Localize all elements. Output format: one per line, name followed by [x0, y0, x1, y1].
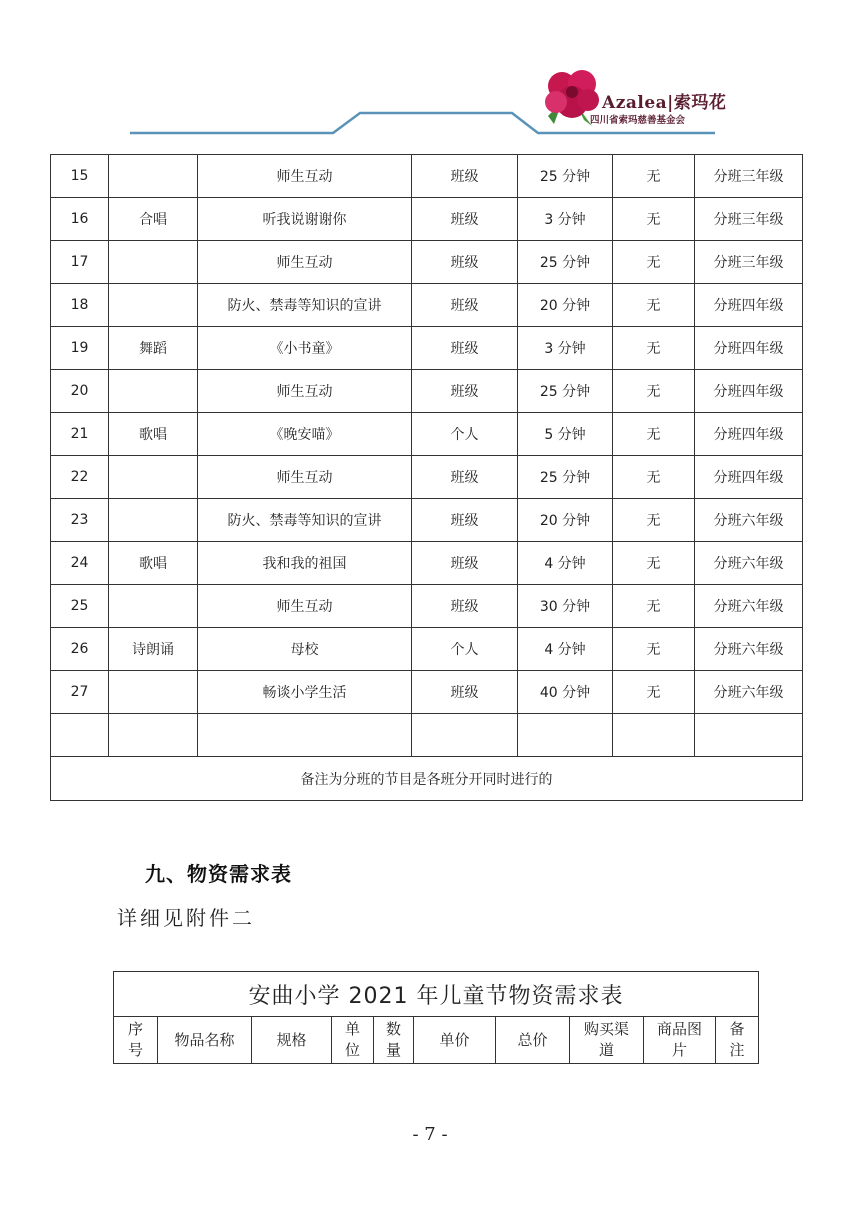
cell-no: 19: [51, 327, 109, 370]
cell-type: 诗朗诵: [109, 628, 198, 671]
table-row: [51, 628, 803, 671]
cell-type: [109, 585, 198, 628]
cell-duration: 40 分钟: [518, 671, 613, 714]
cell-program: 母校: [198, 628, 412, 671]
cell-form: 班级: [412, 198, 518, 241]
header-spec: 规格: [252, 1017, 332, 1064]
cell-form: 班级: [412, 155, 518, 198]
cell-props: 无: [613, 585, 695, 628]
cell-duration: 25 分钟: [518, 155, 613, 198]
header-total-price: 总价: [496, 1017, 570, 1064]
header-no: 序 号: [114, 1017, 158, 1064]
cell-class: 分班四年级: [695, 456, 803, 499]
cell-empty: [412, 714, 518, 757]
cell-empty: [518, 714, 613, 757]
cell-empty: [198, 714, 412, 757]
cell-form: 个人: [412, 628, 518, 671]
supply-requirement-table: [113, 971, 759, 1064]
cell-class: 分班六年级: [695, 499, 803, 542]
cell-duration: 4 分钟: [518, 542, 613, 585]
cell-class: 分班四年级: [695, 413, 803, 456]
cell-type: 歌唱: [109, 413, 198, 456]
cell-empty: [613, 714, 695, 757]
cell-props: 无: [613, 628, 695, 671]
cell-duration: 25 分钟: [518, 456, 613, 499]
cell-props: 无: [613, 456, 695, 499]
cell-program: 师生互动: [198, 585, 412, 628]
cell-form: 班级: [412, 456, 518, 499]
cell-class: 分班六年级: [695, 585, 803, 628]
cell-program: 师生互动: [198, 456, 412, 499]
supply-header-row: [114, 1017, 759, 1064]
logo-brand-en: Azalea: [602, 93, 668, 113]
cell-no: 20: [51, 370, 109, 413]
cell-class: 分班六年级: [695, 628, 803, 671]
header-product-image: 商品图 片: [644, 1017, 716, 1064]
cell-duration: 25 分钟: [518, 370, 613, 413]
cell-no: 26: [51, 628, 109, 671]
cell-duration: 20 分钟: [518, 284, 613, 327]
header-purchase-channel: 购买渠 道: [570, 1017, 644, 1064]
table-row: [51, 198, 803, 241]
cell-program: 防火、禁毒等知识的宣讲: [198, 284, 412, 327]
cell-duration: 3 分钟: [518, 327, 613, 370]
header-quantity: 数 量: [374, 1017, 414, 1064]
table-row: [51, 542, 803, 585]
cell-no: 23: [51, 499, 109, 542]
cell-props: 无: [613, 413, 695, 456]
cell-type: [109, 456, 198, 499]
cell-no: 17: [51, 241, 109, 284]
section-body: 详细见附件二: [117, 906, 255, 930]
cell-no: 18: [51, 284, 109, 327]
cell-class: 分班四年级: [695, 284, 803, 327]
table-row: [51, 155, 803, 198]
cell-no: 25: [51, 585, 109, 628]
table-row: [51, 370, 803, 413]
cell-program: 畅谈小学生活: [198, 671, 412, 714]
cell-props: 无: [613, 542, 695, 585]
cell-duration: 25 分钟: [518, 241, 613, 284]
cell-duration: 4 分钟: [518, 628, 613, 671]
cell-program: 听我说谢谢你: [198, 198, 412, 241]
header-unit-price: 单价: [414, 1017, 496, 1064]
table-row: [51, 413, 803, 456]
cell-no: 21: [51, 413, 109, 456]
table-row: [51, 585, 803, 628]
header-rule: [0, 0, 860, 150]
cell-form: 班级: [412, 327, 518, 370]
table-row: [51, 241, 803, 284]
cell-form: 班级: [412, 542, 518, 585]
cell-program: 师生互动: [198, 370, 412, 413]
table-row: [51, 456, 803, 499]
cell-form: 班级: [412, 499, 518, 542]
program-schedule-table: [50, 154, 803, 801]
cell-type: [109, 284, 198, 327]
cell-program: 我和我的祖国: [198, 542, 412, 585]
cell-class: 分班六年级: [695, 671, 803, 714]
cell-no: 16: [51, 198, 109, 241]
cell-form: 班级: [412, 241, 518, 284]
cell-class: 分班四年级: [695, 327, 803, 370]
cell-form: 班级: [412, 585, 518, 628]
cell-props: 无: [613, 155, 695, 198]
cell-empty: [51, 714, 109, 757]
cell-form: 班级: [412, 284, 518, 327]
logo-brand-cn: 索玛花: [673, 93, 727, 113]
page-number: - 7 -: [412, 1124, 448, 1145]
cell-program: 《晚安喵》: [198, 413, 412, 456]
cell-program: 师生互动: [198, 241, 412, 284]
cell-type: 歌唱: [109, 542, 198, 585]
cell-class: 分班三年级: [695, 241, 803, 284]
cell-empty: [695, 714, 803, 757]
table-row-empty: [51, 714, 803, 757]
logo-org-name: 四川省索玛慈善基金会: [590, 115, 686, 126]
supply-title-row: [114, 972, 759, 1017]
cell-type: [109, 499, 198, 542]
cell-empty: [109, 714, 198, 757]
header-remark: 备 注: [716, 1017, 759, 1064]
cell-program: 《小书童》: [198, 327, 412, 370]
header-item-name: 物品名称: [158, 1017, 252, 1064]
cell-props: 无: [613, 284, 695, 327]
cell-no: 15: [51, 155, 109, 198]
cell-class: 分班三年级: [695, 198, 803, 241]
cell-props: 无: [613, 327, 695, 370]
cell-type: [109, 671, 198, 714]
table-row: [51, 284, 803, 327]
cell-class: 分班六年级: [695, 542, 803, 585]
cell-type: 合唱: [109, 198, 198, 241]
cell-form: 班级: [412, 671, 518, 714]
cell-class: 分班四年级: [695, 370, 803, 413]
header-unit: 单 位: [332, 1017, 374, 1064]
cell-type: 舞蹈: [109, 327, 198, 370]
supply-table-title: 安曲小学 2021 年儿童节物资需求表: [114, 972, 759, 1017]
table-note-row: [51, 757, 803, 801]
table-row: [51, 327, 803, 370]
cell-duration: 3 分钟: [518, 198, 613, 241]
cell-program: 师生互动: [198, 155, 412, 198]
table-row: [51, 499, 803, 542]
cell-props: 无: [613, 499, 695, 542]
cell-form: 班级: [412, 370, 518, 413]
cell-program: 防火、禁毒等知识的宣讲: [198, 499, 412, 542]
table-row: [51, 671, 803, 714]
cell-type: [109, 370, 198, 413]
cell-class: 分班三年级: [695, 155, 803, 198]
cell-type: [109, 241, 198, 284]
section-title: 九、物资需求表: [145, 862, 292, 886]
logo-brand: Azalea|索玛花: [602, 93, 727, 113]
cell-type: [109, 155, 198, 198]
cell-props: 无: [613, 370, 695, 413]
cell-props: 无: [613, 241, 695, 284]
table-note: 备注为分班的节目是各班分开同时进行的: [51, 757, 803, 801]
cell-duration: 5 分钟: [518, 413, 613, 456]
cell-no: 22: [51, 456, 109, 499]
cell-no: 27: [51, 671, 109, 714]
cell-duration: 20 分钟: [518, 499, 613, 542]
cell-props: 无: [613, 198, 695, 241]
cell-form: 个人: [412, 413, 518, 456]
cell-props: 无: [613, 671, 695, 714]
cell-duration: 30 分钟: [518, 585, 613, 628]
cell-no: 24: [51, 542, 109, 585]
